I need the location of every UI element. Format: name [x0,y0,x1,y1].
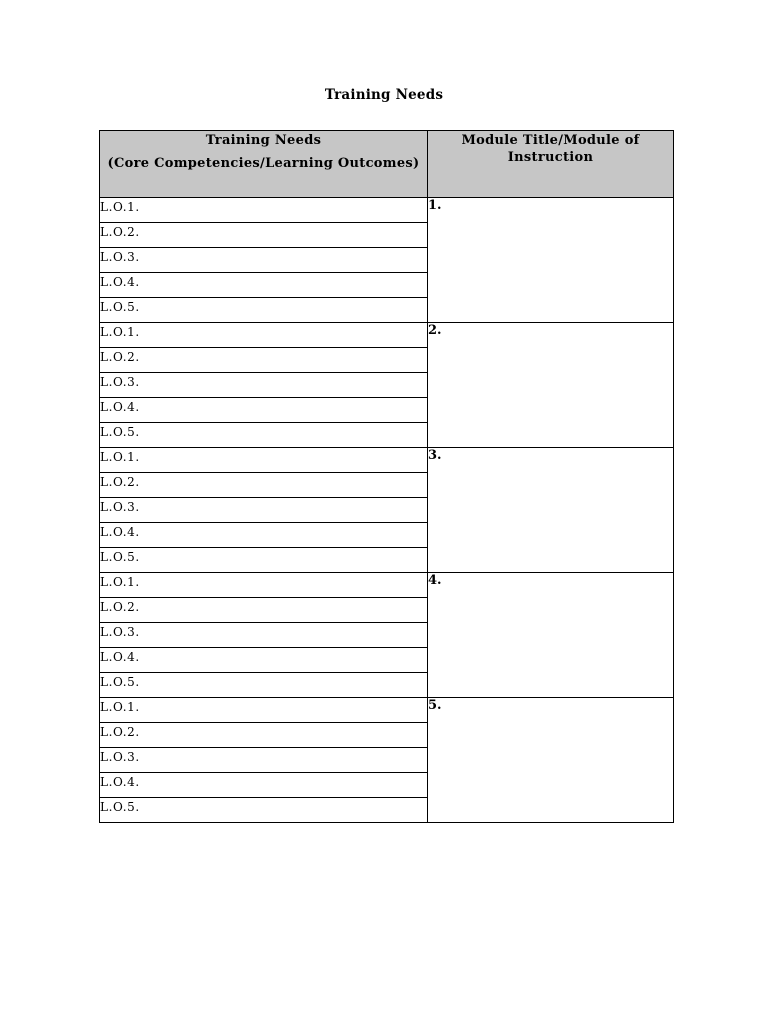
learning-outcome-cell [100,473,428,498]
learning-outcome-cell [100,648,428,673]
learning-outcome-label: L.O.5. [100,675,140,689]
learning-outcome-label: L.O.3. [100,750,140,764]
learning-outcome-cell [100,698,428,723]
learning-outcome-cell [100,198,428,223]
module-title-cell [428,323,674,448]
learning-outcome-cell [100,348,428,373]
learning-outcome-label: L.O.3. [100,375,140,389]
table-body [100,198,674,823]
learning-outcome-label: L.O.2. [100,350,140,364]
learning-outcome-label: L.O.4. [100,400,140,414]
page-title: Training Needs [324,87,444,103]
table-row [100,698,674,723]
module-number: 4. [428,573,442,588]
learning-outcome-label: L.O.2. [100,725,140,739]
learning-outcome-cell [100,598,428,623]
module-title-cell [428,198,674,323]
learning-outcome-cell [100,398,428,423]
learning-outcome-cell [100,448,428,473]
header-training-needs-title: Training Needs [205,133,322,148]
learning-outcome-cell [100,573,428,598]
learning-outcome-cell [100,323,428,348]
learning-outcome-cell [100,798,428,823]
module-number: 3. [428,448,442,463]
learning-outcome-label: L.O.5. [100,800,140,814]
training-needs-table [99,130,674,823]
module-title-cell [428,698,674,823]
header-training-needs [100,131,428,198]
learning-outcome-label: L.O.3. [100,250,140,264]
learning-outcome-cell [100,498,428,523]
learning-outcome-cell [100,423,428,448]
module-number: 1. [428,198,442,213]
learning-outcome-cell [100,273,428,298]
module-number: 5. [428,698,442,713]
learning-outcome-label: L.O.4. [100,525,140,539]
learning-outcome-label: L.O.1. [100,700,140,714]
learning-outcome-cell [100,373,428,398]
learning-outcome-label: L.O.1. [100,200,140,214]
learning-outcome-label: L.O.1. [100,325,140,339]
learning-outcome-label: L.O.3. [100,500,140,514]
learning-outcome-label: L.O.2. [100,600,140,614]
table-row [100,448,674,473]
learning-outcome-label: L.O.4. [100,275,140,289]
learning-outcome-cell [100,223,428,248]
learning-outcome-cell [100,248,428,273]
module-number: 2. [428,323,442,338]
learning-outcome-cell [100,298,428,323]
learning-outcome-cell [100,548,428,573]
learning-outcome-cell [100,773,428,798]
learning-outcome-label: L.O.5. [100,300,140,314]
learning-outcome-label: L.O.2. [100,225,140,239]
learning-outcome-cell [100,673,428,698]
learning-outcome-label: L.O.5. [100,550,140,564]
module-title-cell [428,573,674,698]
learning-outcome-label: L.O.1. [100,450,140,464]
learning-outcome-label: L.O.4. [100,775,140,789]
learning-outcome-cell [100,623,428,648]
learning-outcome-label: L.O.1. [100,575,140,589]
header-module-title [428,131,674,198]
learning-outcome-cell [100,723,428,748]
table-header-row [100,131,674,198]
learning-outcome-label: L.O.5. [100,425,140,439]
header-training-needs-subtitle: (Core Competencies/Learning Outcomes) [107,156,420,171]
learning-outcome-cell [100,748,428,773]
learning-outcome-cell [100,523,428,548]
learning-outcome-label: L.O.3. [100,625,140,639]
header-module-title-text: Module Title/Module of Instruction [461,133,640,165]
table-row [100,198,674,223]
module-title-cell [428,448,674,573]
table-row [100,323,674,348]
learning-outcome-label: L.O.4. [100,650,140,664]
table-row [100,573,674,598]
learning-outcome-label: L.O.2. [100,475,140,489]
